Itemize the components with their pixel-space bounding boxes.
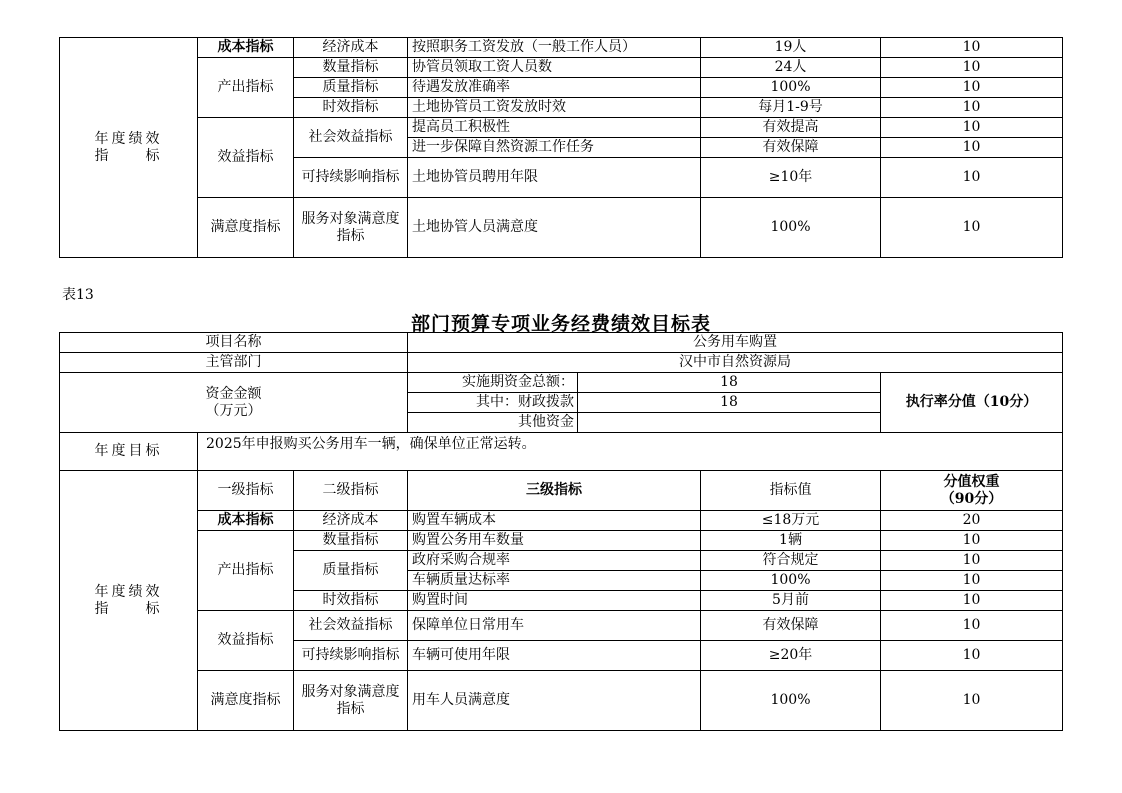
level2-cell: 数量指标 [294, 531, 408, 551]
weight-cell: 10 [881, 641, 1063, 671]
header-level3: 三级指标 [408, 471, 701, 511]
level3-cell: 按照职务工资发放（一般工作人员） [408, 38, 701, 58]
header-level1: 一级指标 [198, 471, 294, 511]
weight-cell: 10 [881, 58, 1063, 78]
weight-cell: 10 [881, 138, 1063, 158]
dept-label: 主管部门 [60, 353, 408, 373]
other-fund-label: 其他资金 [408, 413, 578, 433]
project-info-table [59, 332, 1063, 471]
output-indicator-label: 产出指标 [198, 58, 294, 118]
total-fund-value: 18 [578, 373, 881, 393]
cost-indicator-label: 成本指标 [198, 511, 294, 531]
fiscal-fund-value: 18 [578, 393, 881, 413]
satisfaction-indicator-label: 满意度指标 [198, 198, 294, 258]
level2-cell: 时效指标 [294, 591, 408, 611]
level2-cell: 质量指标 [294, 551, 408, 591]
level3-cell: 用车人员满意度 [408, 671, 701, 731]
indicator-value: 100% [701, 571, 881, 591]
indicator-value: 19人 [701, 38, 881, 58]
table-number-label: 表13 [62, 287, 94, 303]
level3-cell: 进一步保障自然资源工作任务 [408, 138, 701, 158]
weight-cell: 10 [881, 98, 1063, 118]
fiscal-fund-label: 其中：财政拨款 [408, 393, 578, 413]
annual-goal-label: 年度目标 [60, 433, 198, 471]
level3-cell: 车辆可使用年限 [408, 641, 701, 671]
weight-cell: 10 [881, 118, 1063, 138]
indicator-value: 24人 [701, 58, 881, 78]
output-indicator-label: 产出指标 [198, 531, 294, 611]
weight-cell: 20 [881, 511, 1063, 531]
indicator-value: 100% [701, 198, 881, 258]
indicator-value: 有效保障 [701, 138, 881, 158]
fund-label-line1: 资金金额 [205, 385, 262, 402]
indicator-value: ≥20年 [701, 641, 881, 671]
annual-indicators-label: 年度绩效指 标 [60, 38, 198, 258]
weight-cell: 10 [881, 38, 1063, 58]
level3-cell: 待遇发放准确率 [408, 78, 701, 98]
weight-cell: 10 [881, 78, 1063, 98]
level2-cell: 质量指标 [294, 78, 408, 98]
indicator-value: 每月1-9号 [701, 98, 881, 118]
total-fund-label: 实施期资金总额： [408, 373, 578, 393]
header-value: 指标值 [701, 471, 881, 511]
weight-cell: 10 [881, 571, 1063, 591]
header-weight [881, 471, 1063, 511]
level2-cell: 经济成本 [294, 511, 408, 531]
other-fund-value [578, 413, 881, 433]
level2-cell: 服务对象满意度指标 [294, 671, 408, 731]
project-name-value: 公务用车购置 [408, 333, 1063, 353]
indicator-value: 1辆 [701, 531, 881, 551]
weight-cell: 10 [881, 198, 1063, 258]
indicator-value: ≥10年 [701, 158, 881, 198]
weight-cell: 10 [881, 158, 1063, 198]
level3-cell: 提高员工积极性 [408, 118, 701, 138]
level3-cell: 保障单位日常用车 [408, 611, 701, 641]
indicator-value: 有效提高 [701, 118, 881, 138]
weight-cell: 10 [881, 671, 1063, 731]
project-name-label: 项目名称 [60, 333, 408, 353]
level2-cell: 时效指标 [294, 98, 408, 118]
indicator-value: 有效保障 [701, 611, 881, 641]
annual-goal-text: 2025年申报购买公务用车一辆，确保单位正常运转。 [198, 433, 1063, 471]
benefit-indicator-label: 效益指标 [198, 118, 294, 198]
weight-cell: 10 [881, 591, 1063, 611]
annual-indicators-label: 年度绩效指 标 [60, 471, 198, 731]
level3-cell: 购置车辆成本 [408, 511, 701, 531]
level3-cell: 购置公务用车数量 [408, 531, 701, 551]
header-level2: 二级指标 [294, 471, 408, 511]
level2-cell: 数量指标 [294, 58, 408, 78]
level3-cell: 政府采购合规率 [408, 551, 701, 571]
indicator-value: ≤18万元 [701, 511, 881, 531]
fund-amount-label [60, 373, 408, 433]
dept-value: 汉中市自然资源局 [408, 353, 1063, 373]
top-indicator-table [59, 37, 1063, 258]
level3-cell: 土地协管员工资发放时效 [408, 98, 701, 118]
indicator-value: 100% [701, 78, 881, 98]
execution-rate-score: 执行率分值（10分） [881, 373, 1063, 433]
level2-cell: 社会效益指标 [294, 611, 408, 641]
bottom-indicator-table [59, 470, 1063, 731]
level3-cell: 购置时间 [408, 591, 701, 611]
benefit-indicator-label: 效益指标 [198, 611, 294, 671]
header-weight-line2: （90分） [940, 490, 1003, 507]
level2-cell: 经济成本 [294, 38, 408, 58]
level2-cell: 社会效益指标 [294, 118, 408, 158]
level2-cell: 可持续影响指标 [294, 641, 408, 671]
header-weight-line1: 分值权重 [943, 473, 1000, 490]
satisfaction-indicator-label: 满意度指标 [198, 671, 294, 731]
page-title: 部门预算专项业务经费绩效目标表 [410, 313, 711, 335]
level3-cell: 土地协管人员满意度 [408, 198, 701, 258]
weight-cell: 10 [881, 551, 1063, 571]
indicator-value: 符合规定 [701, 551, 881, 571]
level2-cell: 服务对象满意度指标 [294, 198, 408, 258]
level3-cell: 车辆质量达标率 [408, 571, 701, 591]
indicator-value: 100% [701, 671, 881, 731]
indicator-value: 5月前 [701, 591, 881, 611]
level2-cell: 可持续影响指标 [294, 158, 408, 198]
fund-label-line2: （万元） [205, 402, 262, 419]
weight-cell: 10 [881, 531, 1063, 551]
cost-indicator-label: 成本指标 [198, 38, 294, 58]
level3-cell: 土地协管员聘用年限 [408, 158, 701, 198]
weight-cell: 10 [881, 611, 1063, 641]
level3-cell: 协管员领取工资人员数 [408, 58, 701, 78]
